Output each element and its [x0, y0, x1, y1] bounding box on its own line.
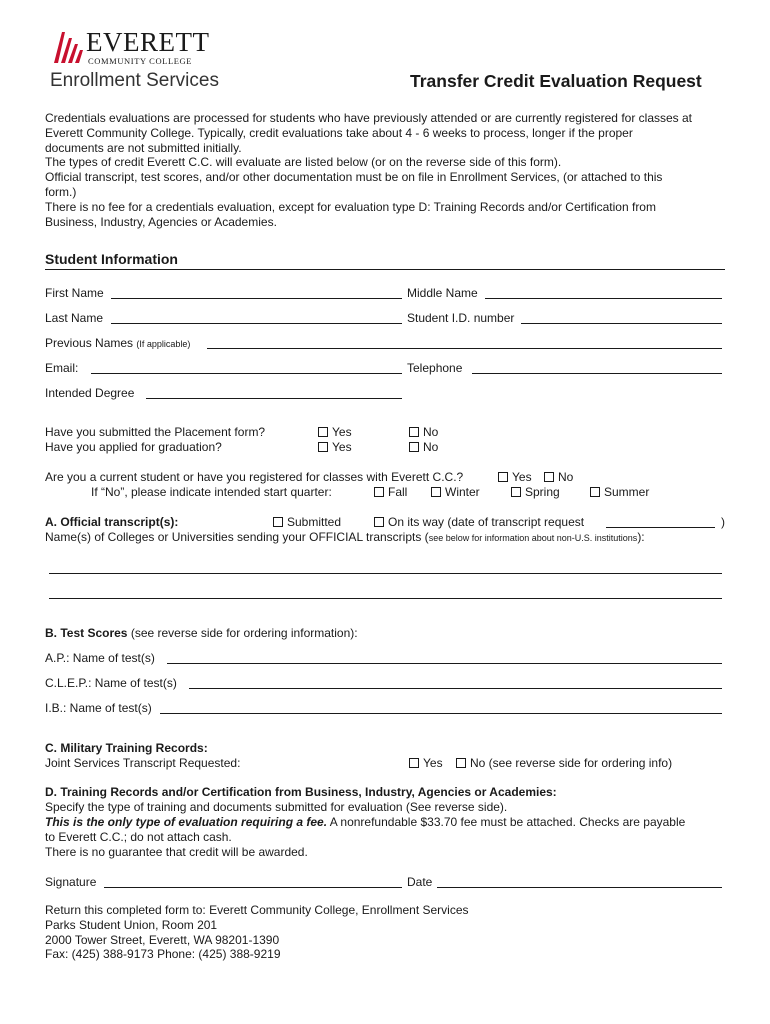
- checkbox-icon: [409, 758, 419, 768]
- first-name-label: First Name: [45, 286, 104, 300]
- checkbox-icon: [431, 487, 441, 497]
- last-name-label: Last Name: [45, 311, 104, 325]
- checkbox-icon: [374, 487, 384, 497]
- fee-notice: This is the only type of evaluation requiring a fee. A nonrefundable $33.70 fee must be attached. Checks are payable: [45, 815, 686, 829]
- section-c-label: C. Military Training Records:: [45, 741, 208, 755]
- date-field[interactable]: [437, 887, 722, 888]
- current-student-question: Are you a current student or have you registered for classes with Everett C.C.?: [45, 470, 464, 484]
- last-name-field[interactable]: [111, 323, 402, 324]
- previous-names-label: Previous Names (If applicable): [45, 336, 191, 350]
- checkbox-icon: [374, 517, 384, 527]
- first-name-field[interactable]: [111, 298, 402, 299]
- section-d-instruction: Specify the type of training and documents submitted for evaluation (See reverse side).: [45, 800, 508, 814]
- email-label: Email:: [45, 361, 79, 375]
- intro-paragraph: Credentials evaluations are processed for students who have previously attended or are currently registered for classes at Everett Community College. Typically, credit evaluations take about 4 - 6 weeks to process, longer if the proper documents are not submitted initially. The types of credit Everett C.C. will evaluate are listed below (or on the reverse side of this form). Official transcript, test scores, and/or other documentation must be on file in Enrollment Services, (or attached to this form.) There is no fee for a credentials evaluation, except for evaluation type D: Training Records and/or Certification from Business, Industry, Agencies or Academies.: [45, 111, 693, 229]
- telephone-field[interactable]: [472, 373, 722, 374]
- email-field[interactable]: [91, 373, 402, 374]
- flame-logo-icon: [52, 30, 86, 64]
- transcript-on-way[interactable]: On its way (date of transcript request: [374, 515, 584, 529]
- jst-label: Joint Services Transcript Requested:: [45, 756, 241, 770]
- logo-name: EVERETT: [86, 27, 210, 57]
- start-quarter-question: If “No”, please indicate intended start quarter:: [91, 485, 332, 499]
- signature-label: Signature: [45, 875, 97, 889]
- student-id-label: Student I.D. number: [407, 311, 515, 325]
- section-b-heading: B. Test Scores (see reverse side for ordering information):: [45, 626, 358, 640]
- heading-rule: [45, 269, 725, 270]
- placement-no[interactable]: No: [409, 425, 438, 439]
- jst-yes[interactable]: Yes: [409, 756, 443, 770]
- checkbox-icon: [544, 472, 554, 482]
- current-no[interactable]: No: [544, 470, 573, 484]
- checkbox-icon: [590, 487, 600, 497]
- graduation-yes[interactable]: Yes: [318, 440, 352, 454]
- placement-yes[interactable]: Yes: [318, 425, 352, 439]
- quarter-summer[interactable]: Summer: [590, 485, 649, 499]
- logo-subtitle: COMMUNITY COLLEGE: [88, 56, 193, 66]
- checkbox-icon: [318, 442, 328, 452]
- colleges-field-1[interactable]: [49, 573, 722, 574]
- placement-question: Have you submitted the Placement form?: [45, 425, 266, 439]
- ib-field[interactable]: [160, 713, 722, 714]
- no-guarantee-note: There is no guarantee that credit will be awarded.: [45, 845, 308, 859]
- colleges-instruction: Name(s) of Colleges or Universities sending your OFFICIAL transcripts (see below for information about non-U.S. institutions):: [45, 530, 645, 544]
- quarter-spring[interactable]: Spring: [511, 485, 560, 499]
- previous-names-field[interactable]: [207, 348, 722, 349]
- graduation-no[interactable]: No: [409, 440, 438, 454]
- date-label: Date: [407, 875, 433, 889]
- transcript-submitted[interactable]: Submitted: [273, 515, 341, 529]
- intended-degree-field[interactable]: [146, 398, 402, 399]
- form-title: Transfer Credit Evaluation Request: [410, 71, 702, 91]
- checkbox-icon: [409, 442, 419, 452]
- return-address: Return this completed form to: Everett Community College, Enrollment Services Parks Student Union, Room 201 2000 Tower Street, Everett, WA 98201-1390 Fax: (425) 388-9173 Phone: (425) 388-9219: [45, 903, 469, 962]
- middle-name-label: Middle Name: [407, 286, 478, 300]
- quarter-fall[interactable]: Fall: [374, 485, 407, 499]
- transcript-request-date-field[interactable]: [606, 527, 715, 528]
- checkbox-icon: [409, 427, 419, 437]
- current-yes[interactable]: Yes: [498, 470, 532, 484]
- checkbox-icon: [511, 487, 521, 497]
- close-paren: ): [721, 515, 725, 529]
- jst-no[interactable]: No (see reverse side for ordering info): [456, 756, 672, 770]
- checkbox-icon: [273, 517, 283, 527]
- quarter-winter[interactable]: Winter: [431, 485, 480, 499]
- colleges-field-2[interactable]: [49, 598, 722, 599]
- intended-degree-label: Intended Degree: [45, 386, 135, 400]
- ap-field[interactable]: [167, 663, 722, 664]
- telephone-label: Telephone: [407, 361, 463, 375]
- graduation-question: Have you applied for graduation?: [45, 440, 222, 454]
- student-info-heading: Student Information: [45, 251, 178, 267]
- ap-label: A.P.: Name of test(s): [45, 651, 155, 665]
- clep-label: C.L.E.P.: Name of test(s): [45, 676, 177, 690]
- checkbox-icon: [456, 758, 466, 768]
- student-id-field[interactable]: [521, 323, 722, 324]
- section-d-label: D. Training Records and/or Certification from Business, Industry, Agencies or Academies:: [45, 785, 557, 799]
- signature-field[interactable]: [104, 887, 402, 888]
- checkbox-icon: [318, 427, 328, 437]
- checkbox-icon: [498, 472, 508, 482]
- middle-name-field[interactable]: [485, 298, 722, 299]
- clep-field[interactable]: [189, 688, 722, 689]
- ib-label: I.B.: Name of test(s): [45, 701, 152, 715]
- department-name: Enrollment Services: [50, 70, 219, 91]
- payable-note: to Everett C.C.; do not attach cash.: [45, 830, 232, 844]
- section-a-label: A. Official transcript(s):: [45, 515, 179, 529]
